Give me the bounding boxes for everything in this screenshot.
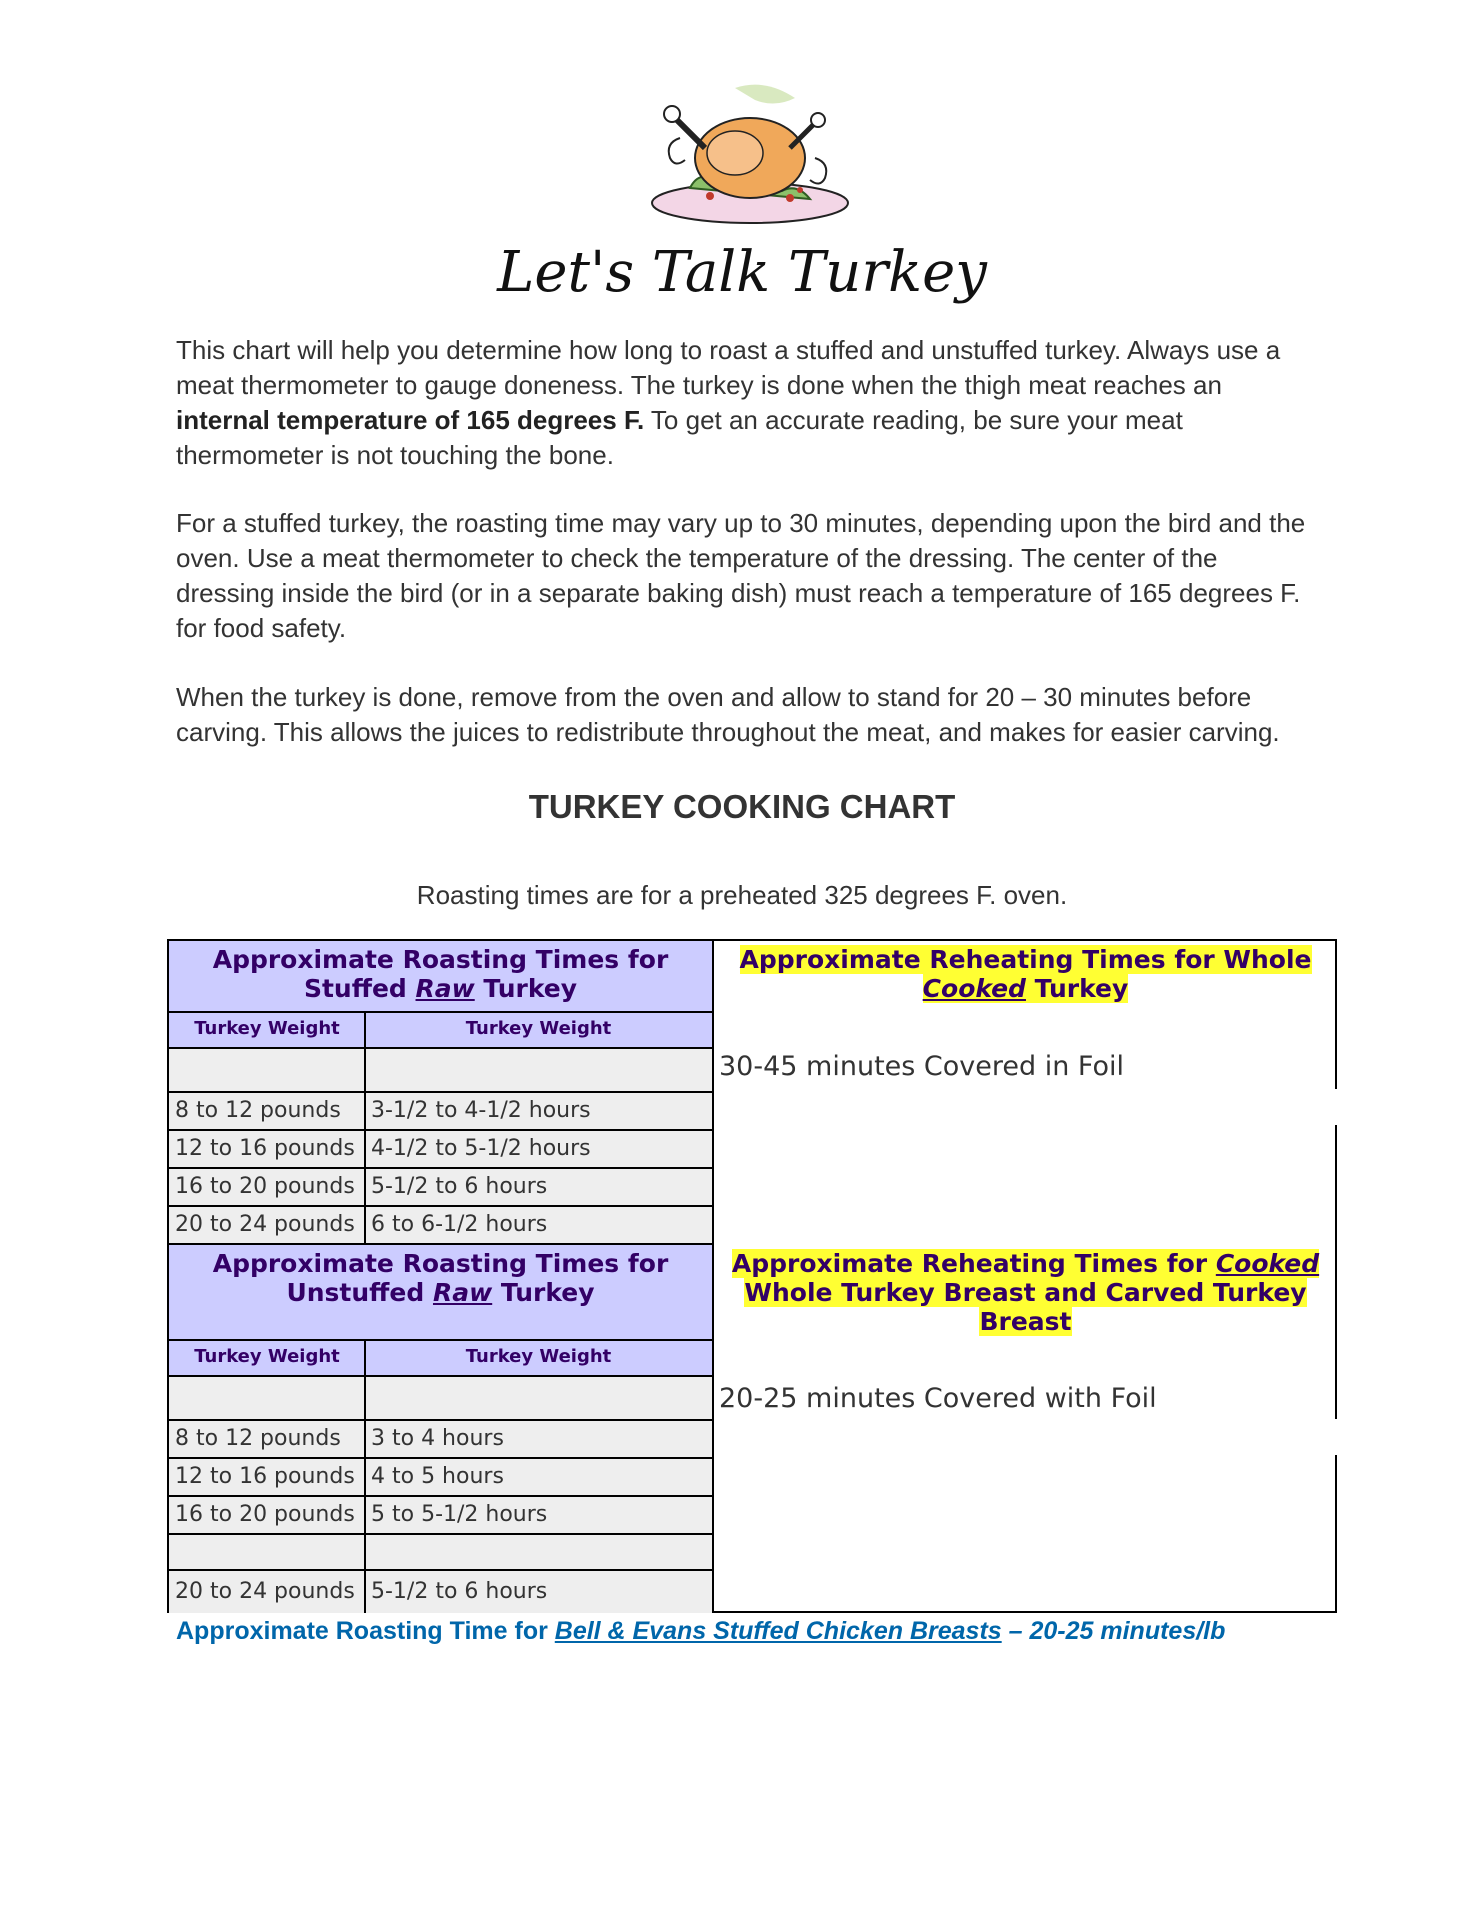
- table-row-weight: 8 to 12 pounds: [169, 1093, 365, 1131]
- resting-paragraph: When the turkey is done, remove from the oven and allow to stand for 20 – 30 minutes before carving. This allows the juices to redistribute throughout the meat, and makes for easier carving.: [176, 682, 1280, 747]
- table-row-weight: 16 to 20 pounds: [169, 1497, 365, 1535]
- reheat-whole-value: 30-45 minutes Covered in Foil: [719, 1051, 1124, 1082]
- chart-heading: TURKEY COOKING CHART: [528, 788, 956, 825]
- unstuffed-empty-row: [169, 1377, 712, 1421]
- column-divider: [364, 1341, 366, 1613]
- table-row-time: 3 to 4 hours: [365, 1421, 712, 1459]
- stuffed-table-title: [169, 941, 712, 1013]
- reheat-breast-title-a: Approximate Reheating Times for: [731, 1249, 1216, 1278]
- table-row-weight: 20 to 24 pounds: [169, 1571, 365, 1613]
- unstuffed-table-title: [169, 1245, 712, 1341]
- intro-text-b: To get an accurate reading, be sure your meat thermometer is not touching the bone.: [176, 405, 1183, 470]
- stuffed-title-em: Raw: [415, 974, 475, 1003]
- stuffed-col2-header: Turkey Weight: [365, 1013, 712, 1049]
- intro-text-a: This chart will help you determine how long to roast a stuffed and unstuffed turkey. Always use a meat thermometer to gauge doneness. The turkey is done when the thigh meat reaches an: [176, 335, 1281, 400]
- unstuffed-empty-row: [169, 1535, 712, 1571]
- unstuffed-col1-header: Turkey Weight: [169, 1341, 365, 1377]
- border-gap: [1333, 1089, 1339, 1125]
- table-row-time: 5 to 5-1/2 hours: [365, 1497, 712, 1535]
- reheat-breast-title: [714, 1249, 1337, 1336]
- border-gap: [1333, 1419, 1339, 1455]
- reheat-whole-title-em: Cooked: [922, 974, 1026, 1003]
- table-row-time: 6 to 6-1/2 hours: [365, 1207, 712, 1245]
- stuffed-empty-row: [169, 1049, 712, 1093]
- table-row-weight: 20 to 24 pounds: [169, 1207, 365, 1245]
- roast-turkey-illustration: [640, 78, 850, 228]
- cooking-chart: [167, 939, 1337, 1613]
- unstuffed-title-a: Approximate Roasting Times for Unstuffed: [212, 1249, 669, 1307]
- stuffed-paragraph: For a stuffed turkey, the roasting time may vary up to 30 minutes, depending upon the bird and the oven. Use a meat thermometer to check the temperature of the dressing. The center of the dressing inside the bird (or in a separate baking dish) must reach a temperature of 165 degrees F. for food safety.: [176, 508, 1306, 643]
- table-row-weight: 8 to 12 pounds: [169, 1421, 365, 1459]
- table-row-weight: 12 to 16 pounds: [169, 1131, 365, 1169]
- reheat-breast-title-b: Whole Turkey Breast and Carved Turkey Breast: [744, 1278, 1307, 1336]
- table-row-weight: 12 to 16 pounds: [169, 1459, 365, 1497]
- page-title: Let's Talk Turkey: [497, 240, 987, 305]
- stuffed-col1-header: Turkey Weight: [169, 1013, 365, 1049]
- reheat-whole-title-b: Turkey: [1025, 974, 1129, 1003]
- table-row-time: 5-1/2 to 6 hours: [365, 1571, 712, 1613]
- chicken-note-tail: – 20-25 minutes/lb: [1001, 1617, 1226, 1645]
- chicken-note-lead: Approximate Roasting Time for: [176, 1617, 555, 1645]
- oven-note: Roasting times are for a preheated 325 degrees F. oven.: [416, 880, 1068, 910]
- unstuffed-title-em: Raw: [432, 1278, 493, 1307]
- reheat-whole-title: [714, 945, 1337, 1003]
- table-row-time: 4 to 5 hours: [365, 1459, 712, 1497]
- table-row-weight: 16 to 20 pounds: [169, 1169, 365, 1207]
- chicken-note: [176, 1617, 1225, 1646]
- intro-paragraph: [176, 333, 1316, 473]
- stuffed-title-a: Approximate Roasting Times for Stuffed: [212, 945, 669, 1003]
- unstuffed-col2-header: Turkey Weight: [365, 1341, 712, 1377]
- reheat-breast-title-em: Cooked: [1215, 1249, 1320, 1278]
- unstuffed-title-b: Turkey: [492, 1278, 595, 1307]
- bell-evans-link[interactable]: Bell & Evans Stuffed Chicken Breasts: [554, 1617, 1002, 1645]
- intro-text-bold: internal temperature of 165 degrees F.: [176, 405, 645, 435]
- column-divider: [364, 1013, 366, 1245]
- table-row-time: 5-1/2 to 6 hours: [365, 1169, 712, 1207]
- reheat-breast-value: 20-25 minutes Covered with Foil: [719, 1383, 1157, 1414]
- stuffed-title-b: Turkey: [474, 974, 578, 1003]
- table-row-time: 4-1/2 to 5-1/2 hours: [365, 1131, 712, 1169]
- table-row-time: 3-1/2 to 4-1/2 hours: [365, 1093, 712, 1131]
- reheat-whole-title-a: Approximate Reheating Times for Whole: [739, 945, 1312, 974]
